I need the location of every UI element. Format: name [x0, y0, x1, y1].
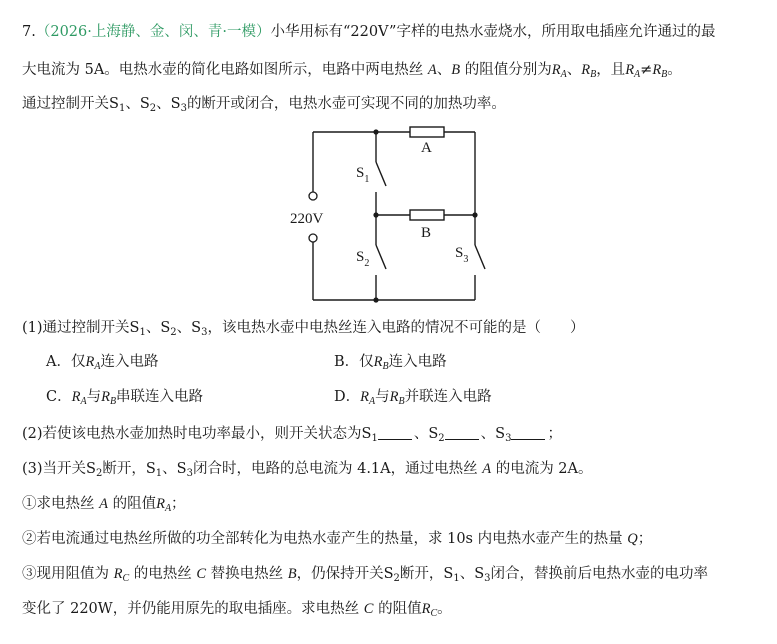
- semicolon: ；: [171, 496, 186, 512]
- sub-2: 2: [438, 433, 445, 444]
- sub-a: A: [94, 361, 101, 372]
- switch-s: S: [139, 96, 150, 112]
- circuit-diagram: [280, 122, 500, 308]
- sub-b: B: [398, 396, 405, 407]
- sub-3: 3: [180, 103, 187, 114]
- var-r: R: [156, 496, 165, 512]
- option-b[interactable]: [334, 352, 447, 377]
- switch-s: S: [160, 320, 171, 336]
- var-b: B: [287, 566, 297, 582]
- sub-1: 1: [118, 103, 126, 114]
- period: 。: [667, 62, 682, 78]
- sub-a: A: [80, 396, 87, 407]
- resistor-b: [410, 210, 444, 220]
- part3-text: (3)当开关: [22, 461, 87, 477]
- sub-b: B: [382, 361, 389, 372]
- junction-dot: [472, 212, 477, 217]
- part3-text: 断开，: [102, 461, 146, 477]
- sub-3: 3: [186, 468, 193, 479]
- sub2-text: ②若电流通过电热丝所做的功全部转化为电热水壶产生的热量，求 10s 内电热水壶产生的热量: [22, 531, 628, 547]
- part3-sub3-line2: [22, 599, 452, 624]
- switch-s2-sub: 2: [364, 258, 370, 269]
- switch-s: S: [86, 461, 96, 477]
- var-r: R: [360, 389, 369, 405]
- sub-3: 3: [484, 573, 491, 584]
- sep: 、: [480, 426, 496, 442]
- switch-s: S: [428, 426, 439, 442]
- var-r: R: [85, 354, 95, 370]
- part1-question: [22, 318, 584, 343]
- sep: 、: [156, 96, 171, 112]
- part1-suffix: ，该电热水壶中电热丝连入电路的情况不可能的是（ ）: [207, 320, 585, 336]
- option-a-label: A．: [46, 354, 71, 370]
- sub3-text: 变化了 220W，并仍能用原先的取电插座。求电热丝: [22, 601, 364, 617]
- option-b-pre: 仅: [359, 354, 374, 370]
- sub3-text: 的阻值: [373, 601, 422, 617]
- sub3-text: 替换电热丝: [206, 566, 288, 582]
- sep: 、: [413, 426, 429, 442]
- var-r: R: [101, 389, 110, 405]
- switch-s3-label: [455, 245, 468, 265]
- switch-s1-blade: [376, 162, 386, 186]
- var-r: R: [113, 566, 123, 582]
- sub-a: A: [560, 69, 567, 80]
- switch-s: S: [109, 96, 119, 112]
- switch-s1-label: [356, 165, 369, 185]
- answer-blank-s2[interactable]: [445, 425, 479, 440]
- stem-text: 的阻值分别为: [460, 62, 552, 78]
- var-r: R: [625, 62, 635, 78]
- stem-text: 大电流为 5A。电热水壶的简化电路如图所示，电路中两电热丝: [22, 62, 428, 78]
- sub-a: A: [369, 396, 376, 407]
- var-r: R: [652, 62, 662, 78]
- stem-text: 通过控制开关: [22, 96, 109, 112]
- var-r: R: [551, 62, 561, 78]
- sub3-text: 闭合，替换前后电热水壶的电功率: [490, 566, 709, 582]
- switch-s: S: [443, 566, 454, 582]
- option-d-mid: 与: [375, 389, 390, 405]
- switch-s: S: [495, 426, 506, 442]
- resistor-b-label: B: [421, 225, 432, 241]
- sub3-text: ，仍保持开关: [296, 566, 384, 582]
- option-a-pre: 仅: [70, 354, 86, 370]
- part2-question: [22, 424, 562, 449]
- var-r: R: [71, 389, 81, 405]
- option-d[interactable]: [334, 387, 492, 412]
- option-d-label: D．: [334, 389, 361, 405]
- stem-line-1: 小华用标有“220V”字样的电热水壶烧水，所用取电插座允许通过的最: [270, 24, 716, 40]
- option-c-post: 串联连入电路: [116, 389, 204, 405]
- sub-2: 2: [393, 573, 400, 584]
- stem-text: ，且: [596, 62, 626, 78]
- junction-dot: [373, 212, 378, 217]
- sep: 、: [125, 96, 140, 112]
- switch-s3-blade: [475, 245, 485, 269]
- var-c: C: [363, 601, 374, 617]
- sub3-text: 断开，: [399, 566, 444, 582]
- sub-1: 1: [155, 468, 163, 479]
- stem-text: 的断开或闭合，电热水壶可实现不同的加热功率。: [186, 96, 506, 112]
- var-r: R: [373, 354, 383, 370]
- var-r: R: [389, 389, 399, 405]
- junction-dot: [373, 297, 378, 302]
- part3-sub2: [22, 529, 652, 549]
- sub-b: B: [661, 69, 668, 80]
- option-b-post: 连入电路: [388, 354, 447, 370]
- question-line-2: [22, 60, 682, 85]
- sub-1: 1: [453, 573, 460, 584]
- question-line-3: [22, 94, 506, 119]
- option-b-label: B．: [334, 354, 360, 370]
- period: 。: [437, 601, 452, 617]
- sub-b: B: [590, 69, 597, 80]
- sub-a: A: [634, 69, 641, 80]
- sep: 、: [145, 320, 161, 336]
- option-c[interactable]: [46, 387, 203, 412]
- part2-text: (2)若使该电热水壶加热时电功率最小，则开关状态为: [22, 426, 362, 442]
- var-r: R: [421, 601, 431, 617]
- switch-s: S: [176, 461, 187, 477]
- terminal-bottom: [309, 234, 317, 242]
- sub1-text: 的阻值: [107, 496, 157, 512]
- sub-b: B: [109, 396, 117, 407]
- switch-s: S: [191, 320, 202, 336]
- sep: 、: [176, 320, 192, 336]
- sub1-text: ①求电热丝: [22, 496, 100, 512]
- var-a: A: [427, 62, 437, 78]
- sep: 、: [459, 566, 475, 582]
- sub-2: 2: [170, 327, 177, 338]
- switch-s: S: [129, 320, 140, 336]
- terminal-top: [309, 192, 317, 200]
- voltage-label: 220V: [290, 211, 324, 227]
- part1-prefix: (1)通过控制开关: [22, 320, 130, 336]
- question-number: 7.: [22, 24, 36, 40]
- switch-s2-label: [356, 249, 369, 269]
- sub-3: 3: [505, 433, 512, 444]
- sub-1: 1: [139, 327, 146, 338]
- sub-c: C: [430, 608, 438, 619]
- sep: 、: [436, 62, 452, 78]
- part3-text: 闭合时，电路的总电流为 4.1A，通过电热丝: [192, 461, 483, 477]
- var-a: A: [482, 461, 492, 477]
- switch-s1-sub: 1: [364, 174, 370, 185]
- option-a[interactable]: [46, 352, 158, 377]
- var-r: R: [581, 62, 591, 78]
- sub-2: 2: [149, 103, 157, 114]
- switch-s1-letter: S: [356, 165, 365, 181]
- neq-sign: ≠: [640, 62, 653, 78]
- sub-3: 3: [201, 327, 208, 338]
- question-line-1: [22, 22, 715, 42]
- semicolon: ；: [547, 426, 562, 442]
- switch-s: S: [145, 461, 156, 477]
- switch-s: S: [383, 566, 394, 582]
- sub-c: C: [122, 573, 130, 584]
- semicolon: ；: [637, 531, 653, 547]
- switch-s: S: [474, 566, 485, 582]
- switch-s: S: [361, 426, 372, 442]
- resistor-a: [410, 127, 444, 137]
- option-a-post: 连入电路: [100, 354, 159, 370]
- option-c-label: C．: [46, 389, 72, 405]
- part3-question: [22, 459, 593, 484]
- switch-s2-letter: S: [356, 249, 365, 265]
- sub-1: 1: [371, 433, 378, 444]
- sep: 、: [566, 62, 582, 78]
- sub3-text: 的电热丝: [129, 566, 197, 582]
- switch-s2-blade: [376, 245, 386, 269]
- sub-a: A: [164, 503, 172, 514]
- switch-s3-sub: 3: [463, 254, 469, 265]
- part3-text: 的电流为 2A。: [491, 461, 593, 477]
- answer-blank-s3[interactable]: [511, 425, 545, 440]
- switch-s: S: [170, 96, 181, 112]
- switch-s3-letter: S: [455, 245, 464, 261]
- var-b: B: [451, 62, 461, 78]
- question-source: （2026·上海静、金、闵、青·一模）: [35, 24, 271, 40]
- option-c-mid: 与: [86, 389, 102, 405]
- option-d-post: 并联连入电路: [404, 389, 492, 405]
- answer-blank-s1[interactable]: [378, 425, 412, 440]
- var-c: C: [196, 566, 207, 582]
- sep: 、: [162, 461, 177, 477]
- sub-2: 2: [95, 468, 103, 479]
- part3-sub3-line1: [22, 564, 708, 589]
- resistor-a-label: A: [421, 140, 432, 156]
- junction-dot: [373, 129, 378, 134]
- var-q: Q: [627, 531, 638, 547]
- var-a: A: [99, 496, 108, 512]
- part3-sub1: [22, 494, 186, 519]
- sub3-text: ③现用阻值为: [22, 566, 114, 582]
